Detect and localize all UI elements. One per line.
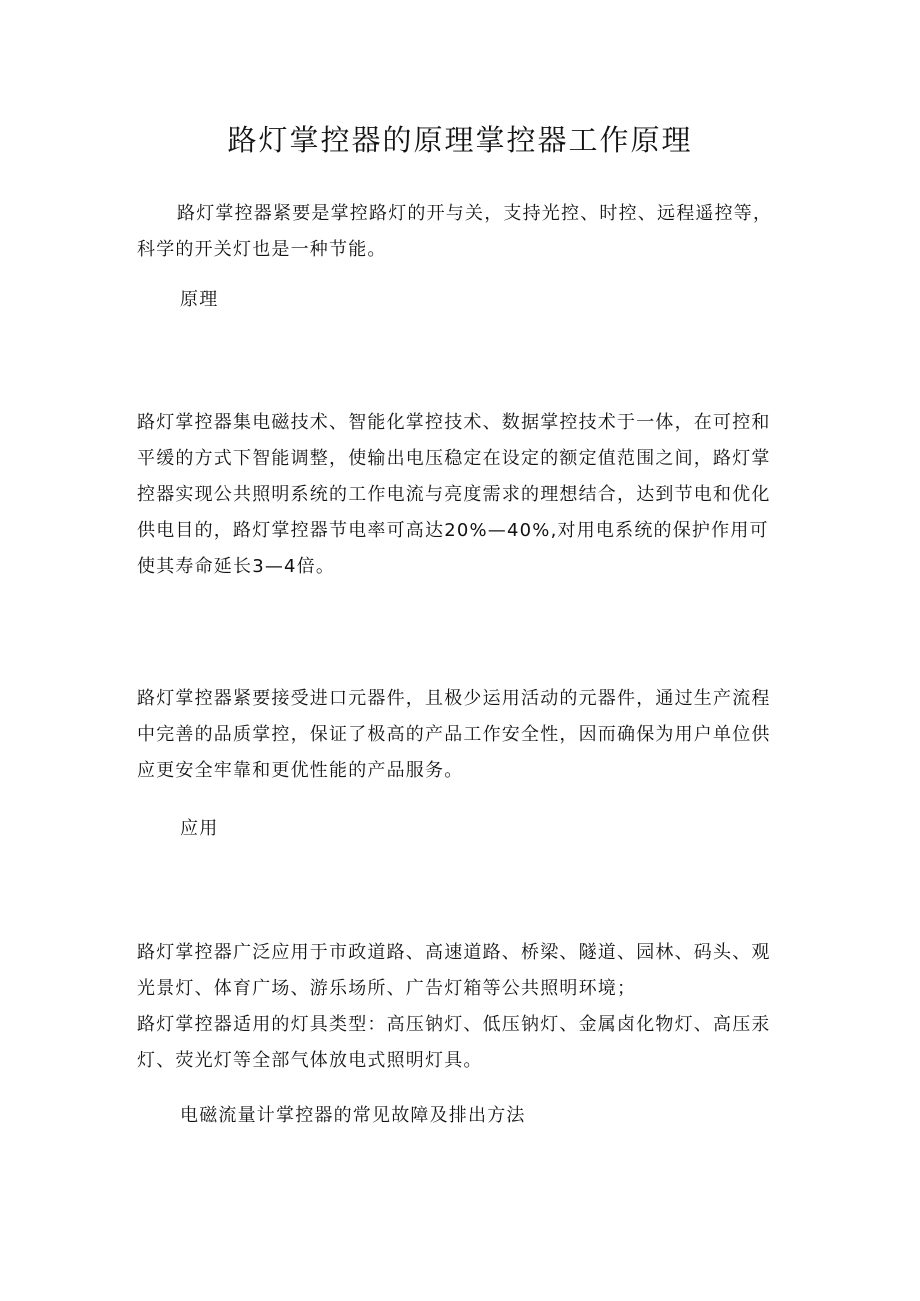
section-heading-faults: 电磁流量计掌控器的常见故障及排出方法 [180, 1105, 526, 1126]
section-heading-application: 应用 [180, 818, 219, 839]
principle-paragraph-2: 路灯掌控器紧要接受进口元器件，且极少运用活动的元器件，通过生产流程中完善的品质掌控，保证了极高的产品工作安全性，因而确保为用户单位供应更安全牢靠和更优性能的产品服务。 [137, 688, 771, 781]
application-paragraph-1: 路灯掌控器广泛应用于市政道路、高速道路、桥梁、隧道、园林、码头、观光景灯、体育广场、游乐场所、广告灯箱等公共照明环境； [137, 942, 771, 999]
section-heading-principle: 原理 [180, 289, 219, 310]
document-title: 路灯掌控器的原理掌控器工作原理 [227, 123, 693, 157]
principle-paragraph-1: 路灯掌控器集电磁技术、智能化掌控技术、数据掌控技术于一体，在可控和平缓的方式下智能调整，使输出电压稳定在设定的额定值范围之间，路灯掌控器实现公共照明系统的工作电流与亮度需求的理想结合，达到节电和优化供电目的，路灯掌控器节电率可高达20%—40%,对用电系统的保护作用可使其寿命延长3—4倍。 [137, 412, 771, 577]
intro-paragraph: 路灯掌控器紧要是掌控路灯的开与关，支持光控、时控、远程遥控等，科学的开关灯也是一种节能。 [137, 203, 773, 260]
application-paragraph-2: 路灯掌控器适用的灯具类型：高压钠灯、低压钠灯、金属卤化物灯、高压汞灯、荧光灯等全部气体放电式照明灯具。 [137, 1014, 771, 1071]
